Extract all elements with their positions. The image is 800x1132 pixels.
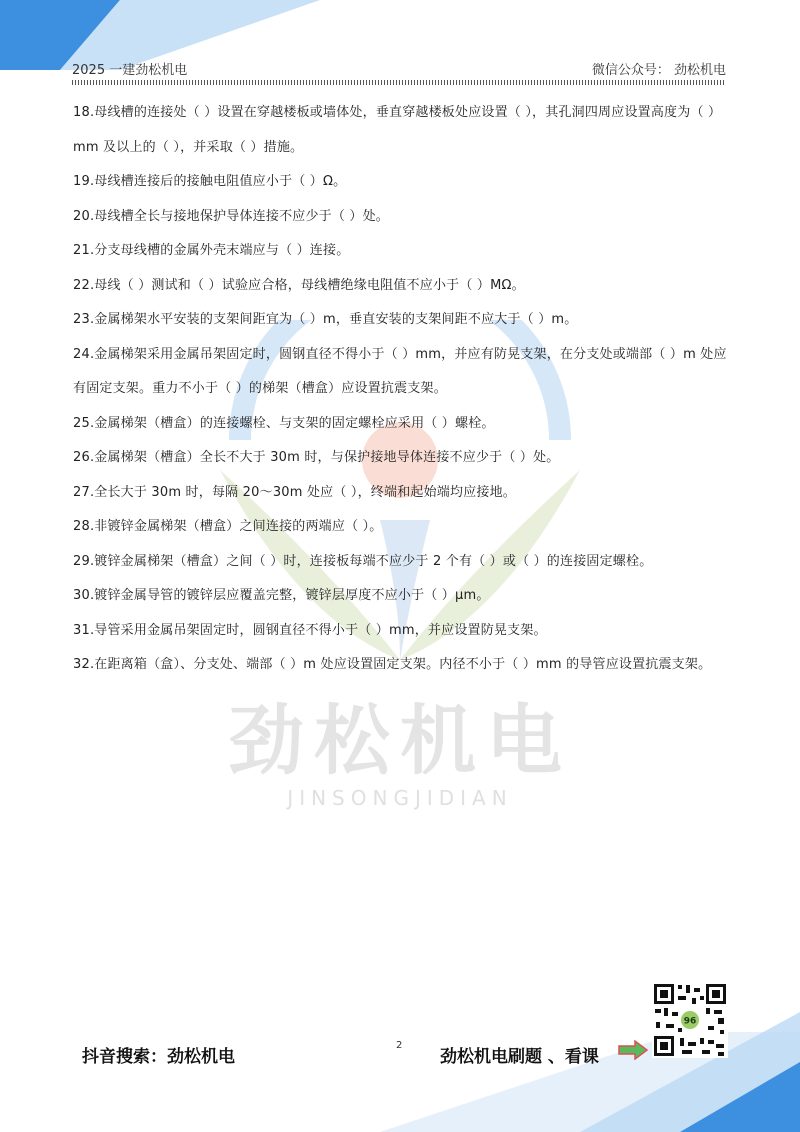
page-header — [72, 59, 726, 81]
watermark-text: 劲松机电 — [228, 696, 572, 785]
question-list — [73, 96, 729, 683]
question-24: 24.金属梯架采用金属吊架固定时，圆钢直径不得小于（ ）mm，并应有防晃支架，在分支处或端部（ ）m 处应有固定支架。重力不小于（ ）的梯架（槽盒）应设置抗震支架。 — [73, 346, 727, 396]
qr-badge: 96 — [683, 1016, 697, 1027]
watermark-subtext: JINSONGJIDIAN — [287, 786, 513, 810]
question-26: 26.金属梯架（槽盒）全长不大于 30m 时，与保护接地导体连接不应少于（ ）处。 — [73, 450, 560, 465]
page-number: 2 — [396, 1040, 403, 1051]
header-divider — [72, 80, 726, 85]
question-31: 31.导管采用金属吊架固定时，圆钢直径不得小于（ ）mm，并应设置防晃支架。 — [73, 622, 547, 638]
header-title: 2025 一建劲松机电 — [72, 63, 188, 78]
question-19: 19.母线槽连接后的接触电阻值应小于（ ）Ω。 — [73, 174, 347, 189]
question-28: 28.非镀锌金属梯架（槽盒）之间连接的两端应（ ）。 — [73, 519, 383, 534]
question-20: 20.母线槽全长与接地保护导体连接不应少于（ ）处。 — [73, 208, 390, 224]
question-23: 23.金属梯架水平安装的支架间距宜为（ ）m，垂直安装的支架间距不应大于（ ）m。 — [73, 312, 578, 327]
question-29: 29.镀锌金属梯架（槽盒）之间（ ）时，连接板每端不应少于 2 个有（ ）或（ ）的连接固定螺栓。 — [73, 553, 653, 569]
question-22: 22.母线（ ）测试和（ ）试验应合格，母线槽绝缘电阻值不应小于（ ）MΩ。 — [73, 277, 525, 293]
question-32: 32.在距离箱（盒）、分支处、端部（ ）m 处应设置固定支架。内径不小于（ ）mm 的导管应设置抗震支架。 — [73, 657, 712, 672]
footer-douyin-search: 抖音搜索：劲松机电 — [82, 1047, 235, 1067]
header-wechat: 微信公众号： 劲松机电 — [591, 63, 726, 78]
question-25: 25.金属梯架（槽盒）的连接螺栓、与支架的固定螺栓应采用（ ）螺栓。 — [73, 415, 495, 431]
footer-promo: 劲松机电刷题 、看课 — [440, 1047, 599, 1067]
arrow-right-icon — [618, 1040, 648, 1060]
question-18: 18.母线槽的连接处（ ）设置在穿越楼板或墙体处，垂直穿越楼板处应设置（ ），其孔洞四周应设置高度为（ ）mm 及以上的（ ），并采取（ ）措施。 — [73, 105, 722, 155]
question-30: 30.镀锌金属导管的镀锌层应覆盖完整，镀锌层厚度不应小于（ ）μm。 — [73, 588, 490, 603]
qr-code-icon[interactable] — [652, 982, 728, 1058]
question-21: 21.分支母线槽的金属外壳末端应与（ ）连接。 — [73, 243, 350, 258]
question-27: 27.全长大于 30m 时，每隔 20～30m 处应（ ），终端和起始端均应接地。 — [73, 484, 516, 500]
